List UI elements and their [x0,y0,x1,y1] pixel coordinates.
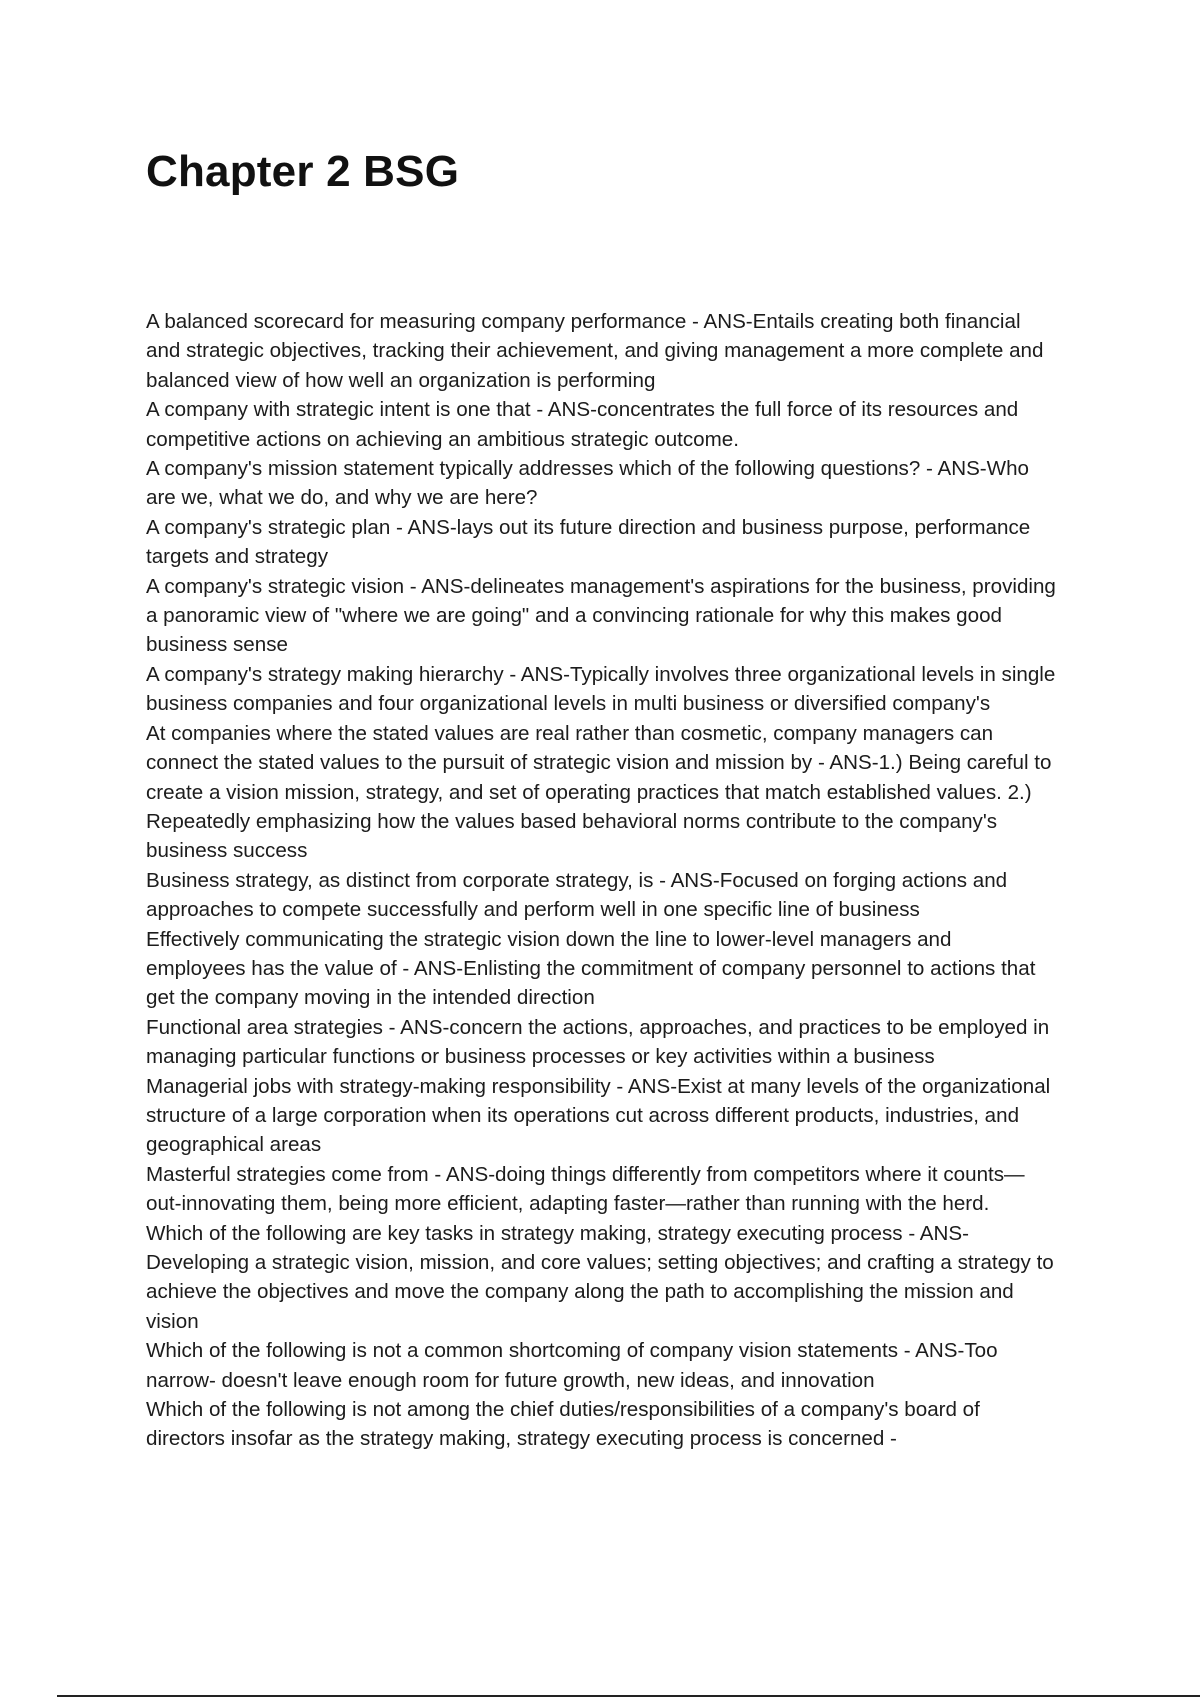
flashcard-entry: Which of the following are key tasks in strategy making, strategy executing process - ANS-Developing a strategic vision, mission, and core values; setting objectives; and crafting a strategy to achieve the objectives and move the company along the path to accomplishing the mission and vision [146,1221,1054,1333]
flashcard-entry: Functional area strategies - ANS-concern the actions, approaches, and practices to be employed in managing particular functions or business processes or key activities within a business [146,1015,1050,1069]
flashcard-entry: At companies where the stated values are real rather than cosmetic, company managers can connect the stated values to the pursuit of strategic vision and mission by - ANS-1.) Being careful to create a vision mission, strategy, and set of operating practices that match established values. 2.) Repeatedly emphasizing how the values based behavioral norms contribute to the company's business success [146,721,1052,863]
flashcard-entry: Managerial jobs with strategy-making responsibility - ANS-Exist at many levels of the organizational structure of a large corporation when its operations cut across different products, industries, and geographical areas [146,1074,1051,1157]
footer-divider [57,1695,1200,1697]
page-title: Chapter 2 BSG [146,147,460,196]
flashcard-entry: A company's strategy making hierarchy - ANS-Typically involves three organizational levels in single business companies and four organizational levels in multi business or diversified company's [146,662,1056,716]
flashcard-entry: Which of the following is not among the chief duties/responsibilities of a company's board of directors insofar as the strategy making, strategy executing process is concerned - [146,1398,980,1451]
flashcard-entry: Masterful strategies come from - ANS-doing things differently from competitors where it counts—out-innovating them, being more efficient, adapting faster—rather than running with the herd. [146,1162,1025,1216]
flashcard-entry: A company's mission statement typically addresses which of the following questions? - ANS-Who are we, what we do, and why we are here? [146,457,1030,510]
flashcard-entry: A company's strategic plan - ANS-lays out its future direction and business purpose, performance targets and strategy [146,515,1031,569]
flashcard-entry: A company with strategic intent is one that - ANS-concentrates the full force of its resources and competitive actions on achieving an ambitious strategic outcome. [146,398,1019,451]
flashcard-entry: Effectively communicating the strategic vision down the line to lower-level managers and employees has the value of - ANS-Enlisting the commitment of company personnel to actions that get the company moving in the intended direction [146,927,1036,1010]
flashcard-entry: A company's strategic vision - ANS-delineates management's aspirations for the business, providing a panoramic view of "where we are going" and a convincing rationale for why this makes good business sense [146,574,1056,657]
flashcard-entry: Which of the following is not a common shortcoming of company vision statements - ANS-Too narrow- doesn't leave enough room for future growth, new ideas, and innovation [146,1339,998,1392]
flashcard-list [146,307,1056,1454]
flashcard-entry: A balanced scorecard for measuring company performance - ANS-Entails creating both financial and strategic objectives, tracking their achievement, and giving management a more complete and balanced view of how well an organization is performing [146,310,1044,392]
flashcard-entry: Business strategy, as distinct from corporate strategy, is - ANS-Focused on forging actions and approaches to compete successfully and perform well in one specific line of business [146,868,1008,922]
